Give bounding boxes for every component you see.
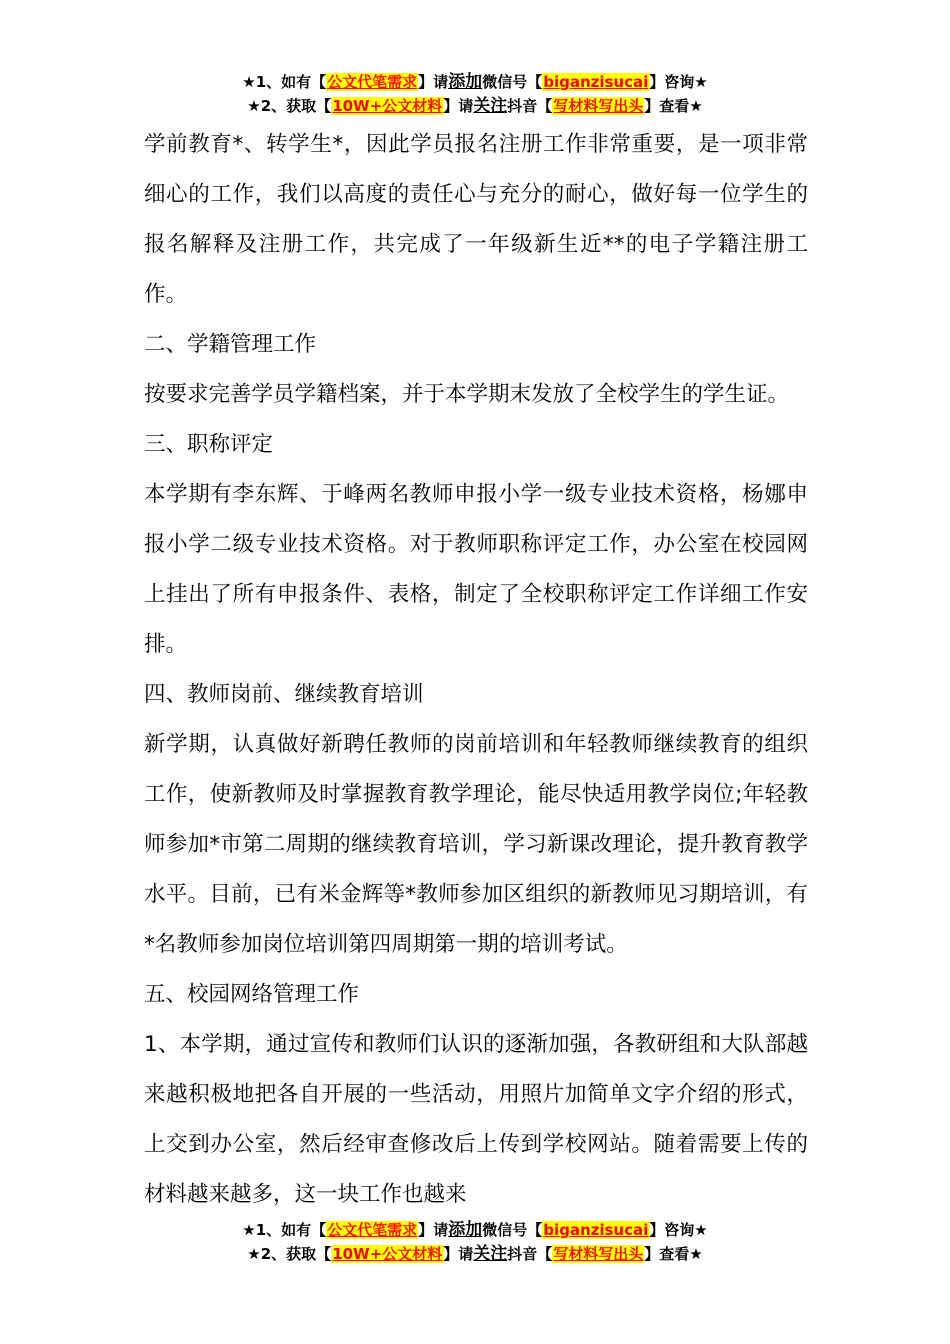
paragraph: 新学期，认真做好新聘任教师的岗前培训和年轻教师继续教育的组织工作，使新教师及时掌握教育教学理论，能尽快适用教学岗位;年轻教师参加*市第二周期的继续教育培训，学习新课改理论，提升教育教学水平。目前，已有米金辉等*教师参加区组织的新教师见习期培训，有*名教师参加岗位培训第四周期第一期的培训考试。 — [144, 732, 808, 957]
paragraph: 1、本学期，通过宣传和教师们认识的逐渐加强，各教研组和大队部越来越积极地把各自开展的一些活动，用照片加简单文字介绍的形式，上交到办公室，然后经审查修改后上传到学校网站。随着需要上传的材料越来越多，这一块工作也越来 — [144, 1032, 808, 1207]
section-heading: 三、职称评定 — [144, 432, 274, 457]
highlight-douyin-account: 写材料写出头 — [553, 97, 644, 115]
highlight-materials: 10W+公文材料 — [332, 97, 443, 115]
highlight-writing-service: 公文代笔需求 — [327, 73, 418, 91]
section-heading: 四、教师岗前、继续教育培训 — [144, 682, 424, 707]
paragraph: 学前教育*、转学生*，因此学员报名注册工作非常重要，是一项非常细心的工作，我们以高度的责任心与充分的耐心，做好每一位学生的报名解释及注册工作，共完成了一年级新生近**的电子学籍注册工作。 — [144, 132, 808, 307]
header-banner — [0, 70, 950, 118]
highlight-wechat-id: biganzisucai — [543, 1221, 649, 1239]
paragraph: 按要求完善学员学籍档案，并于本学期末发放了全校学生的学生证。 — [144, 382, 790, 407]
section-heading: 二、学籍管理工作 — [144, 332, 317, 357]
highlight-douyin-account: 写材料写出头 — [553, 1245, 644, 1263]
banner-line-1: ★1、如有【公文代笔需求】请添加微信号【biganzisucai】咨询★ — [242, 72, 708, 92]
banner-line-2: ★2、获取【10W+公文材料】请关注抖音【写材料写出头】查看★ — [247, 1244, 703, 1264]
banner-line-2: ★2、获取【10W+公文材料】请关注抖音【写材料写出头】查看★ — [247, 96, 703, 116]
document-body — [144, 120, 808, 1220]
paragraph: 本学期有李东辉、于峰两名教师申报小学一级专业技术资格，杨娜申报小学二级专业技术资格。对于教师职称评定工作，办公室在校园网上挂出了所有申报条件、表格，制定了全校职称评定工作详细工作安排。 — [144, 482, 808, 657]
highlight-wechat-id: biganzisucai — [543, 73, 649, 91]
section-heading: 五、校园网络管理工作 — [144, 982, 360, 1007]
footer-banner — [0, 1218, 950, 1266]
highlight-materials: 10W+公文材料 — [332, 1245, 443, 1263]
banner-line-1: ★1、如有【公文代笔需求】请添加微信号【biganzisucai】咨询★ — [242, 1220, 708, 1240]
highlight-writing-service: 公文代笔需求 — [327, 1221, 418, 1239]
